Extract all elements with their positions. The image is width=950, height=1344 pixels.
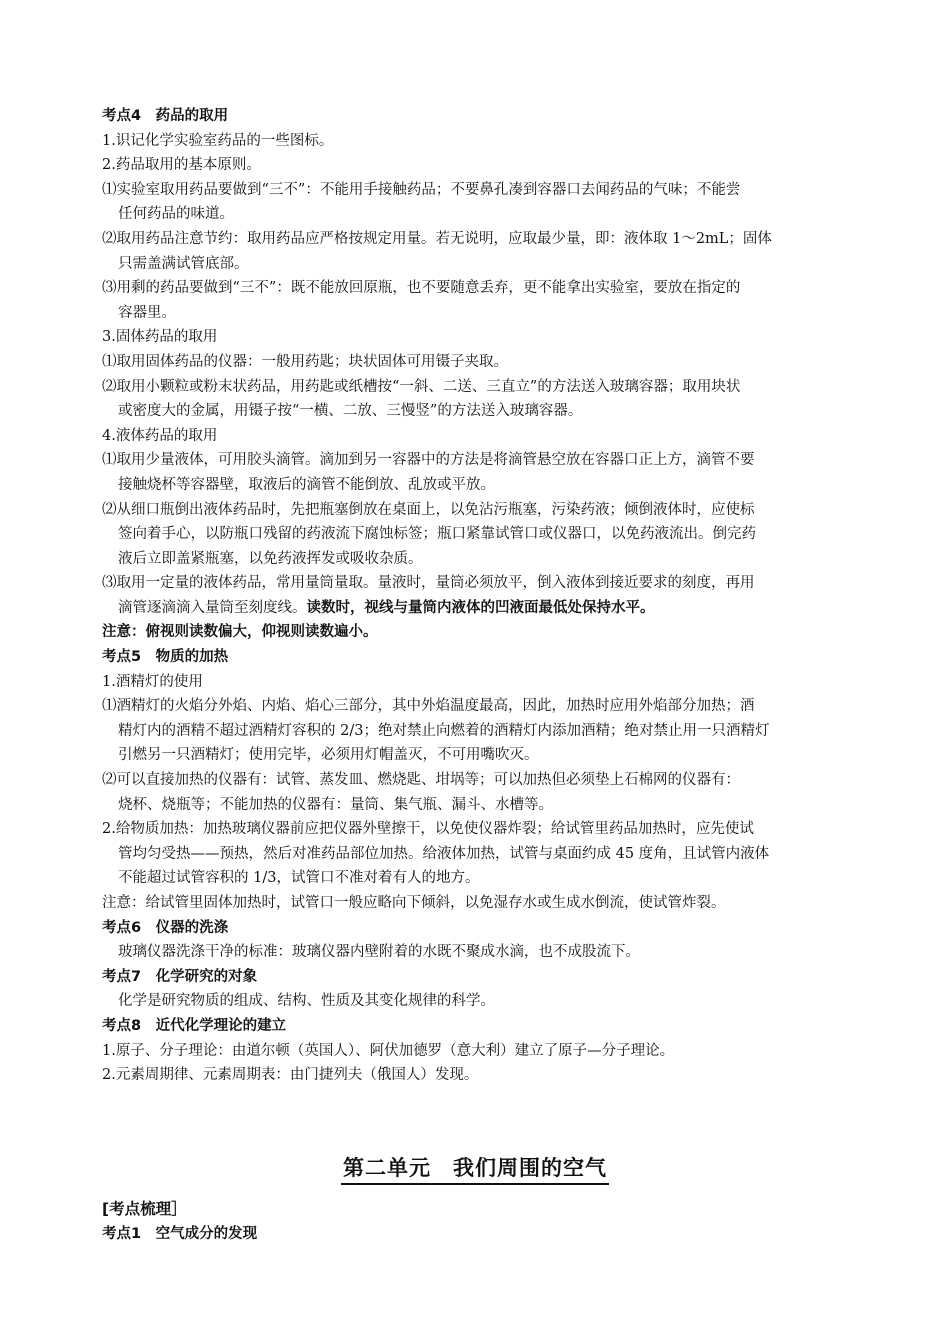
paragraph: ⑵从细口瓶倒出液体药品时，先把瓶塞倒放在桌面上，以免沾污瓶塞，污染药液；倾倒液体时，应使标 [102,501,755,518]
paragraph-continuation: 不能超过试管容积的 1/3，试管口不准对着有人的地方。 [118,870,480,887]
paragraph-continuation: 液后立即盖紧瓶塞，以免药液挥发或吸收杂质。 [118,550,423,567]
paragraph-continuation: 或密度大的金属，用镊子按“一横、二放、三慢竖”的方法送入玻璃容器。 [118,403,583,420]
paragraph-continuation: 精灯内的酒精不超过酒精灯容积的 2/3；绝对禁止向燃着的酒精灯内添加酒精；绝对禁止用一只酒精灯 [118,722,770,739]
paragraph: 3.固体药品的取用 [102,329,218,346]
paragraph: 玻璃仪器洗涤干净的标准：玻璃仪器内壁附着的水既不聚成水滴，也不成股流下。 [118,944,640,961]
unit-title-text: 第二单元 我们周围的空气 [341,1156,609,1185]
paragraph: 1.酒精灯的使用 [102,673,203,690]
paragraph-continuation: 容器里。 [118,304,176,321]
paragraph-continuation [102,596,868,621]
section-heading-k5: 考点5 物质的加热 [102,649,229,666]
paragraph: ⑵取用小颗粒或粉末状药品，用药匙或纸槽按“一斜、二送、三直立”的方法送入玻璃容器；取用块状 [102,378,741,395]
section-heading-k7: 考点7 化学研究的对象 [102,968,258,985]
paragraph: 化学是研究物质的组成、结构、性质及其变化规律的科学。 [118,993,495,1010]
plain-text: 滴管逐滴滴入量筒至刻度线。 [118,599,307,616]
paragraph-continuation: 任何药品的味道。 [118,206,234,223]
paragraph: 2.给物质加热：加热玻璃仪器前应把仪器外壁擦干，以免使仪器炸裂；给试管里药品加热时，应先使试 [102,821,754,838]
section-heading-k6: 考点6 仪器的洗涤 [102,919,229,936]
paragraph-continuation: 签向着手心，以防瓶口残留的药液流下腐蚀标签；瓶口紧靠试管口或仪器口，以免药液流出。倒完药 [118,526,756,543]
paragraph-continuation: 管均匀受热——预热，然后对准药品部位加热。给液体加热，试管与桌面约成 45 度角，且试管内液体 [118,845,770,862]
note-bold: 注意：俯视则读数偏大，仰视则读数遍小。 [102,624,378,641]
paragraph: ⑶取用一定量的液体药品，常用量筒量取。量液时，量筒必须放平，倒入液体到接近要求的刻度，再用 [102,575,755,592]
note: 注意：给试管里固体加热时，试管口一般应略向下倾斜，以免湿存水或生成水倒流，使试管炸裂。 [102,895,726,911]
paragraph: ⑶用剩的药品要做到“三不”：既不能放回原瓶，也不要随意丢弃，更不能拿出实验室，要放在指定的 [102,280,741,297]
section-heading-k8: 考点8 近代化学理论的建立 [102,1017,287,1034]
paragraph: ⑴酒精灯的火焰分外焰、内焰、焰心三部分，其中外焰温度最高，因此，加热时应用外焰部分加热；酒 [102,698,755,715]
paragraph: ⑵取用药品注意节约：取用药品应严格按规定用量。若无说明，应取最少量，即：液体取 1～2mL；固体 [102,230,772,247]
document-body [102,104,868,1088]
unit-section [102,1196,868,1247]
paragraph-continuation: 只需盖满试管底部。 [118,255,249,272]
paragraph-continuation: 引燃另一只酒精灯；使用完毕，必须用灯帽盖灭，不可用嘴吹灭。 [118,747,539,764]
bold-text: 读数时，视线与量筒内液体的凹液面最低处保持水平。 [306,599,655,616]
paragraph-continuation: 烧杯、烧瓶等；不能加热的仪器有：量筒、集气瓶、漏斗、水槽等。 [118,796,553,813]
unit-title [0,1152,950,1182]
paragraph-continuation: 接触烧杯等容器壁，取液后的滴管不能倒放、乱放或平放。 [118,476,495,493]
section-label: [考点梳理］ [102,1200,187,1218]
paragraph: ⑴取用少量液体，可用胶头滴管。滴加到另一容器中的方法是将滴管悬空放在容器口正上方，滴管不要 [102,452,755,469]
paragraph: 1.识记化学实验室药品的一些图标。 [102,132,334,149]
section-heading-unit2-k1: 考点1 空气成分的发现 [102,1226,258,1242]
paragraph: 2.元素周期律、元素周期表：由门捷列夫（俄国人）发现。 [102,1067,479,1084]
paragraph: ⑴实验室取用药品要做到“三不”：不能用手接触药品；不要鼻孔凑到容器口去闻药品的气味；不能尝 [102,181,741,198]
paragraph: ⑴取用固体药品的仪器：一般用药匙；块状固体可用镊子夹取。 [102,353,508,370]
paragraph: 1.原子、分子理论：由道尔顿（英国人）、阿伏加德罗（意大利）建立了原子—分子理论。 [102,1042,675,1059]
paragraph: 2.药品取用的基本原则。 [102,157,261,174]
paragraph: 4.液体药品的取用 [102,427,218,444]
section-heading-k4: 考点4 药品的取用 [102,108,229,124]
paragraph: ⑵可以直接加热的仪器有：试管、蒸发皿、燃烧匙、坩埚等；可以加热但必须垫上石棉网的仪器有： [102,772,740,789]
